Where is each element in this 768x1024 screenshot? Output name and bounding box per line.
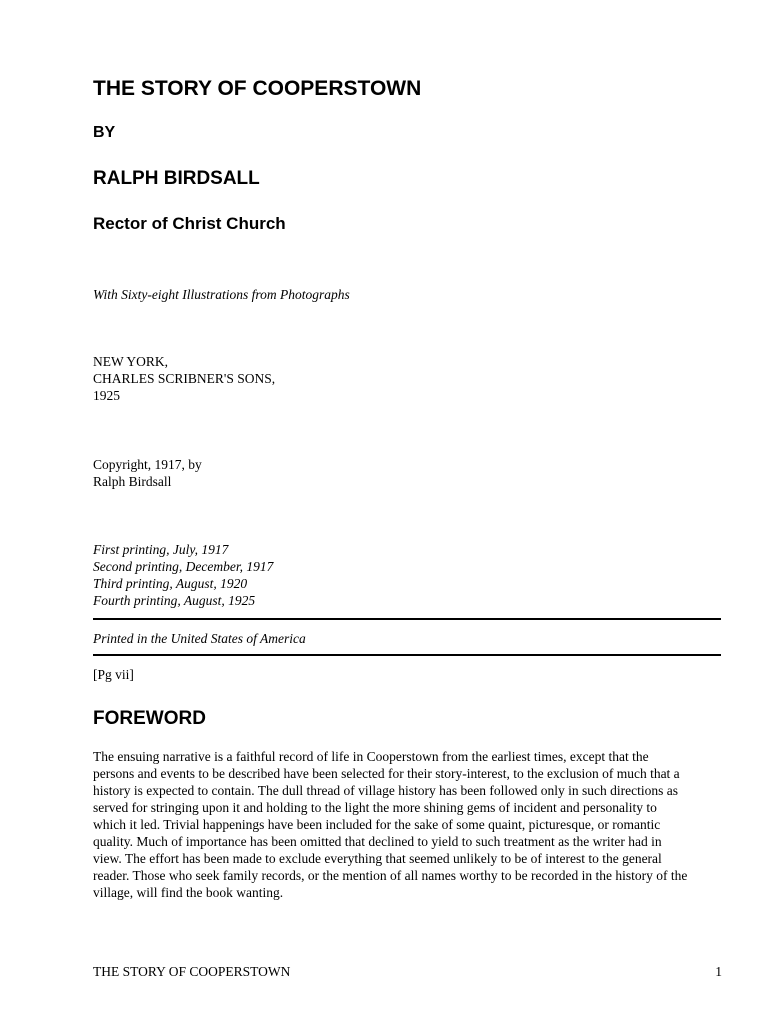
page-number: 1 <box>715 964 722 979</box>
author-role: Rector of Christ Church <box>93 214 286 233</box>
printing-history <box>93 541 273 609</box>
foreword-line: which it led. Trivial happenings have been included for the sake of some quaint, picturesque, or romantic <box>93 817 661 832</box>
printing-entry: Second printing, December, 1917 <box>93 559 274 574</box>
foreword-paragraph <box>93 748 723 901</box>
printing-entry: First printing, July, 1917 <box>93 542 229 557</box>
foreword-line: village, will find the book wanting. <box>93 885 284 900</box>
author-name: RALPH BIRDSALL <box>93 168 260 189</box>
foreword-heading: FOREWORD <box>93 708 206 729</box>
foreword-line: persons and events to be described have been selected for their story-interest, to the exclusion of much that a <box>93 766 680 781</box>
copyright-line: Copyright, 1917, by <box>93 457 202 472</box>
publisher-line: NEW YORK, <box>93 354 168 369</box>
foreword-line: reader. Those who seek family records, or the mention of all names worthy to be recorded in the history of the <box>93 868 688 883</box>
copyright-line: Ralph Birdsall <box>93 474 172 489</box>
publisher-line: 1925 <box>93 388 120 403</box>
page-marker: [Pg vii] <box>93 667 134 682</box>
foreword-line: served for stringing upon it and holding to the light the more shining gems of incident and personality to <box>93 800 657 815</box>
horizontal-rule-top <box>93 618 721 620</box>
printed-in-note: Printed in the United States of America <box>93 631 306 646</box>
publisher-block <box>93 353 275 404</box>
foreword-line: view. The effort has been made to exclude everything that seemed unlikely to be of interest to the general <box>93 851 662 866</box>
horizontal-rule-bottom <box>93 654 721 656</box>
illustrations-note: With Sixty-eight Illustrations from Photographs <box>93 287 350 302</box>
printing-entry: Third printing, August, 1920 <box>93 576 248 591</box>
foreword-line: The ensuing narrative is a faithful record of life in Cooperstown from the earliest times, except that the <box>93 749 649 764</box>
printing-entry: Fourth printing, August, 1925 <box>93 593 256 608</box>
footer-title: THE STORY OF COOPERSTOWN <box>93 964 291 979</box>
foreword-line: history is expected to contain. The dull thread of village history has been followed only in such directions as <box>93 783 678 798</box>
by-line: BY <box>93 124 116 141</box>
book-title: THE STORY OF COOPERSTOWN <box>93 77 422 100</box>
foreword-line: quality. Much of importance has been omitted that declined to yield to such treatment as the writer had in <box>93 834 662 849</box>
copyright-block <box>93 456 202 490</box>
publisher-line: CHARLES SCRIBNER'S SONS, <box>93 371 276 386</box>
